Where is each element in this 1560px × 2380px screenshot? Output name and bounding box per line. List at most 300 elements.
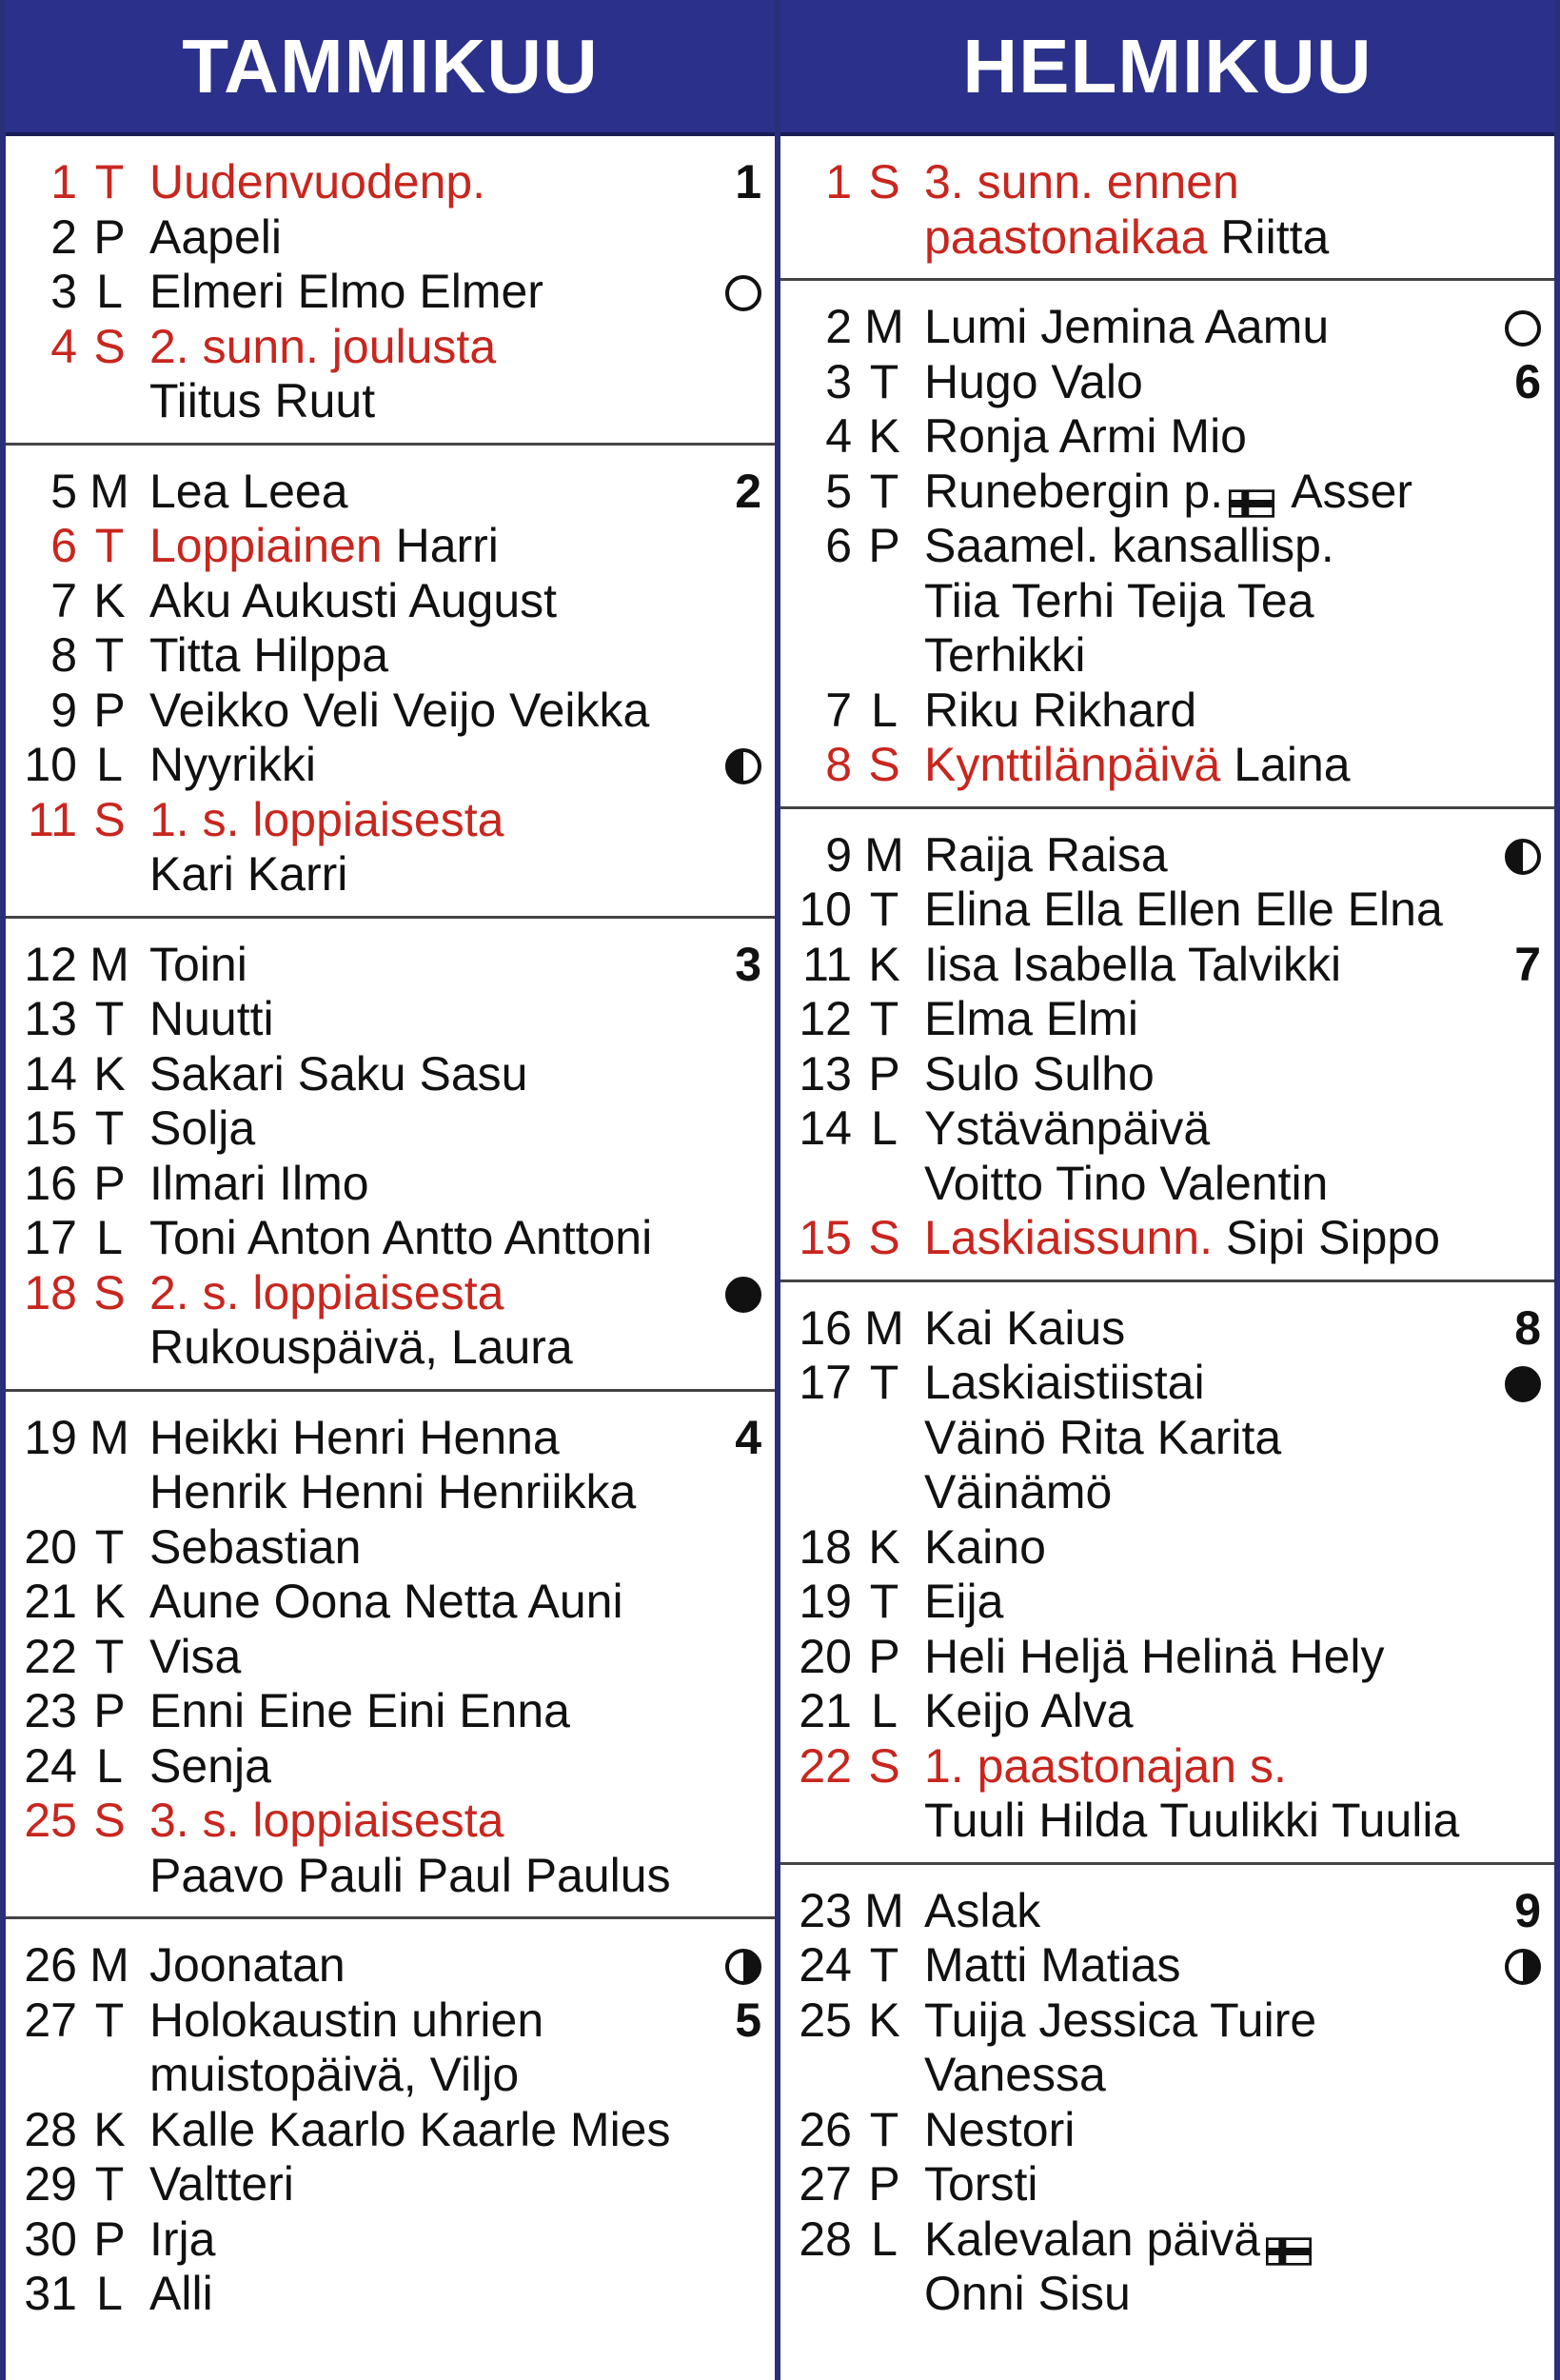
day-row [780, 2212, 1554, 2322]
name-day-names: Terhikki [924, 628, 1086, 682]
day-text: Ilmari Ilmo [149, 1156, 369, 1210]
day-text: Valtteri [149, 2157, 294, 2211]
day-text: 3. sunn. ennen [924, 155, 1239, 208]
day-number: 24 [24, 1738, 77, 1793]
day-text: 2. sunn. joulusta [149, 319, 497, 373]
day-text: Veikko Veli Veijo Veikka [149, 683, 650, 737]
day-row [6, 628, 775, 684]
day-row [780, 1575, 1554, 1630]
day-names [917, 1884, 1554, 1939]
day-names [917, 355, 1554, 410]
day-names [917, 1047, 1554, 1102]
day-row [780, 1884, 1554, 1939]
day-row [780, 883, 1554, 938]
weekday-letter: T [94, 628, 125, 682]
day-text: Kai Kaius [924, 1300, 1126, 1355]
moon-phase-icon [725, 275, 761, 311]
week-block [780, 281, 1554, 809]
name-day-names: Vanessa [924, 2048, 1106, 2101]
day-row [6, 155, 775, 210]
day-names [917, 465, 1554, 520]
name-day-names: Onni Sisu [924, 2267, 1131, 2320]
day-row [6, 1266, 775, 1376]
weekday-letter: T [94, 1519, 125, 1574]
week-number: 3 [735, 937, 761, 991]
day-text: Nestori [924, 2102, 1076, 2156]
day-names [142, 1739, 775, 1795]
month-header: TAMMIKUU [6, 0, 775, 136]
day-text: Keijo Alva [924, 1684, 1134, 1737]
weekday-letter: L [871, 2211, 898, 2266]
day-number: 3 [50, 265, 77, 318]
day-number: 26 [799, 2102, 852, 2156]
day-names [142, 2103, 775, 2158]
day-row [780, 1993, 1554, 2103]
day-number: 5 [825, 464, 852, 518]
day-number: 15 [24, 1101, 77, 1155]
week-block [6, 1919, 775, 2335]
day-row [6, 519, 775, 574]
weekday-letter: P [868, 519, 900, 572]
weekday-letter: L [96, 738, 123, 791]
week-block [6, 1392, 775, 1920]
day-names [142, 1101, 775, 1157]
finnish-flag-icon [1229, 475, 1274, 506]
weekday-letter: T [94, 2157, 125, 2211]
day-row [6, 1157, 775, 1212]
day-number: 28 [799, 2211, 852, 2266]
weekday-letter: M [864, 1883, 904, 1937]
day-names [142, 574, 775, 629]
day-text: Holokaustin uhrien [149, 1993, 544, 2047]
day-text: Heli Heljä Helinä Hely [924, 1629, 1385, 1683]
day-number: 18 [24, 1265, 77, 1319]
day-text: Ronja Armi Mio [924, 409, 1247, 463]
month-header: HELMIKUU [780, 0, 1554, 136]
day-names [917, 300, 1554, 355]
weekday-letter: T [94, 519, 125, 572]
weekday-letter: P [868, 1629, 900, 1683]
day-names [917, 155, 1554, 265]
weekday-letter: M [89, 937, 129, 991]
weekday-letter: S [868, 1738, 900, 1793]
moon-phase-icon [1505, 1366, 1541, 1402]
day-row [780, 355, 1554, 410]
day-names [142, 1157, 775, 1212]
day-row [6, 2103, 775, 2158]
day-number: 31 [24, 2267, 77, 2320]
day-names [142, 2267, 775, 2322]
day-names [142, 793, 775, 902]
day-names [917, 1575, 1554, 1630]
day-number: 22 [24, 1629, 77, 1683]
day-text: Ystävänpäivä [924, 1101, 1211, 1155]
day-text: Torsti [924, 2157, 1038, 2211]
name-day-names: Henrik Henni Henriikka [149, 1465, 637, 1518]
day-number: 1 [50, 155, 77, 208]
day-number: 13 [24, 992, 77, 1045]
day-number: 27 [799, 2157, 852, 2211]
weekday-letter: T [869, 1575, 899, 1628]
day-names [142, 2157, 775, 2212]
day-text: Kalevalan päivä [924, 2211, 1261, 2266]
day-number: 14 [799, 1101, 852, 1155]
day-text: Aune Oona Netta Auni [149, 1575, 623, 1628]
day-row [780, 1047, 1554, 1102]
day-number: 16 [24, 1156, 77, 1210]
day-names [917, 1356, 1554, 1520]
day-text: Nuutti [149, 992, 274, 1045]
weekday-letter: K [93, 1575, 126, 1628]
day-text: Elmeri Elmo Elmer [149, 265, 543, 318]
day-row [6, 1794, 775, 1903]
day-text: Sulo Sulho [924, 1046, 1155, 1101]
week-block [780, 1865, 1554, 2335]
day-names [917, 2212, 1554, 2322]
day-text: Runebergin p. [924, 464, 1224, 518]
day-number: 23 [799, 1883, 852, 1937]
day-text: Laskiaissunn. [924, 1211, 1213, 1264]
week-number: 9 [1514, 1883, 1541, 1937]
weekday-letter: M [89, 1938, 129, 1992]
day-row [6, 1739, 775, 1795]
name-day-names: Voitto Tino Valentin [924, 1156, 1329, 1210]
weekday-letter: L [96, 265, 123, 318]
weekday-letter: P [93, 683, 126, 737]
day-row [6, 1630, 775, 1685]
day-names [142, 2212, 775, 2268]
day-text: Titta Hilppa [149, 628, 389, 682]
day-row [780, 2103, 1554, 2158]
day-names [917, 1684, 1554, 1739]
day-number: 12 [24, 937, 77, 991]
day-row [780, 1739, 1554, 1849]
day-number: 6 [50, 519, 77, 572]
day-number: 8 [50, 628, 77, 682]
day-row [6, 574, 775, 629]
day-row [780, 738, 1554, 793]
day-row [780, 1684, 1554, 1739]
weekday-letter: T [94, 155, 125, 208]
day-row [780, 828, 1554, 883]
day-row [6, 1101, 775, 1157]
day-names [917, 1520, 1554, 1576]
day-names [142, 1411, 775, 1520]
week-number: 5 [735, 1993, 761, 2047]
day-text: Irja [149, 2211, 216, 2266]
weekday-letter: L [871, 1101, 898, 1155]
day-row [6, 320, 775, 429]
day-number: 4 [825, 409, 852, 463]
day-text: Kalle Kaarlo Kaarle Mies [149, 2102, 671, 2156]
weekday-letter: K [93, 1046, 126, 1101]
day-text: Aslak [924, 1883, 1041, 1937]
weekday-letter: T [869, 1938, 899, 1992]
day-number: 2 [50, 209, 77, 264]
day-number: 29 [24, 2157, 77, 2211]
name-day-names: Rukouspäivä, Laura [149, 1320, 573, 1374]
day-names [142, 1047, 775, 1102]
weekday-letter: S [93, 1794, 126, 1847]
day-text: Sebastian [149, 1519, 362, 1574]
day-number: 23 [24, 1684, 77, 1737]
moon-phase-icon [725, 1277, 761, 1313]
week-block [780, 136, 1554, 281]
weekday-letter: M [89, 464, 129, 518]
month-column-january [6, 0, 775, 2380]
day-text: 1. paastonajan s. [924, 1738, 1287, 1793]
week-block [6, 136, 775, 446]
day-text: Senja [149, 1738, 271, 1793]
day-row [780, 1520, 1554, 1576]
day-row [780, 409, 1554, 465]
day-row [780, 1630, 1554, 1685]
day-row [6, 1411, 775, 1520]
day-number: 25 [24, 1794, 77, 1847]
day-number: 17 [799, 1356, 852, 1409]
day-number: 28 [24, 2102, 77, 2156]
day-number: 20 [799, 1629, 852, 1683]
weekday-letter: L [96, 2267, 123, 2320]
day-text: Eija [924, 1575, 1004, 1628]
day-text: Lea Leea [149, 464, 348, 518]
day-row [780, 1211, 1554, 1266]
day-number: 6 [825, 519, 852, 572]
weekday-letter: K [93, 573, 126, 627]
day-names [142, 1211, 775, 1266]
weekday-letter: K [868, 937, 900, 991]
day-row [780, 1938, 1554, 1993]
day-text: Laskiaistiistai [924, 1356, 1205, 1409]
name-day-names: Väinämö [924, 1465, 1113, 1518]
weekday-letter: T [869, 464, 899, 518]
name-day-names: Kari Karri [149, 847, 348, 901]
day-number: 13 [799, 1046, 852, 1101]
day-text: Iisa Isabella Talvikki [924, 937, 1342, 991]
day-row [6, 2157, 775, 2212]
day-names [917, 828, 1554, 883]
week-block [6, 919, 775, 1392]
name-day-names: Väinö Rita Karita [924, 1410, 1282, 1464]
day-row [780, 155, 1554, 265]
day-row [6, 1211, 775, 1266]
day-names [142, 1993, 775, 2103]
weekday-letter: S [868, 738, 900, 791]
weekday-letter: K [868, 1993, 900, 2047]
day-text: 1. s. loppiaisesta [149, 792, 504, 846]
day-row [6, 738, 775, 793]
day-text: Solja [149, 1101, 256, 1155]
day-text: 3. s. loppiaisesta [149, 1794, 504, 1847]
day-names [917, 992, 1554, 1047]
day-number: 25 [799, 1993, 852, 2047]
day-text: Heikki Henri Henna [149, 1410, 560, 1464]
week-number: 6 [1514, 354, 1541, 408]
day-number: 27 [24, 1993, 77, 2047]
day-number: 1 [825, 155, 852, 208]
day-row [6, 793, 775, 902]
day-names [142, 519, 775, 574]
day-number: 8 [825, 738, 852, 791]
day-names [917, 519, 1554, 684]
day-text: Hugo Valo [924, 354, 1143, 408]
day-names [917, 2103, 1554, 2158]
weekday-letter: T [94, 1629, 125, 1683]
day-text: Kaino [924, 1519, 1046, 1574]
weekday-letter: P [868, 2157, 900, 2211]
weekday-letter: M [864, 827, 904, 882]
day-text: Enni Eine Eini Enna [149, 1684, 570, 1737]
day-number: 5 [50, 464, 77, 518]
day-text-continued: paastonaikaa [924, 209, 1208, 264]
day-number: 24 [799, 1938, 852, 1992]
day-row [6, 1575, 775, 1630]
weekday-letter: T [869, 883, 899, 936]
weekday-letter: P [93, 209, 126, 264]
day-number: 11 [802, 937, 852, 991]
weekday-letter: S [93, 1265, 126, 1319]
weekday-letter: M [89, 1410, 129, 1464]
day-names [917, 684, 1554, 739]
day-number: 19 [799, 1575, 852, 1628]
weekday-letter: P [868, 1046, 900, 1101]
weekday-letter: L [871, 1684, 898, 1737]
day-names [917, 1301, 1554, 1357]
day-number: 15 [799, 1211, 852, 1264]
day-row [780, 938, 1554, 993]
weekday-letter: P [93, 1684, 126, 1737]
day-names [142, 684, 775, 739]
day-row [6, 1993, 775, 2103]
day-text: Matti Matias [924, 1938, 1181, 1992]
day-row [780, 1301, 1554, 1357]
day-number: 16 [799, 1300, 852, 1355]
day-row [6, 2267, 775, 2322]
day-names [142, 738, 775, 793]
day-names [917, 1938, 1554, 1993]
day-text: Elina Ella Ellen Elle Elna [924, 883, 1443, 936]
week-block [780, 1282, 1554, 1865]
name-day-names: Tiitus Ruut [149, 374, 376, 427]
day-text: Riku Rikhard [924, 683, 1197, 737]
day-number: 9 [825, 827, 852, 882]
day-number: 3 [825, 354, 852, 408]
name-day-names: Tiia Terhi Teija Tea [924, 573, 1314, 627]
day-names [142, 1520, 775, 1576]
weekday-letter: K [93, 2102, 126, 2156]
day-number: 30 [24, 2211, 77, 2266]
day-names [142, 1794, 775, 1903]
weekday-letter: T [869, 992, 899, 1045]
weekday-letter: T [94, 1993, 125, 2047]
day-names [142, 155, 775, 210]
moon-phase-icon [1505, 1949, 1541, 1985]
weekday-letter: T [869, 2102, 899, 2156]
moon-phase-icon [1505, 310, 1541, 347]
day-text: Toini [149, 937, 247, 991]
day-row [6, 2212, 775, 2268]
month-column-february [780, 0, 1554, 2380]
day-names [917, 1739, 1554, 1849]
day-text: Tuija Jessica Tuire [924, 1993, 1317, 2047]
weekday-letter: T [869, 1356, 899, 1409]
week-block [780, 809, 1554, 1282]
day-names [142, 628, 775, 684]
day-names [917, 1630, 1554, 1685]
day-text: Nyyrikki [149, 738, 316, 791]
weekday-letter: K [868, 409, 900, 463]
weekday-letter: P [93, 2211, 126, 2266]
day-text: Alli [149, 2267, 213, 2320]
weekday-letter: S [93, 319, 126, 373]
week-number: 8 [1514, 1300, 1541, 1355]
day-names [142, 1938, 775, 1993]
day-names [142, 1575, 775, 1630]
day-text: Visa [149, 1629, 242, 1683]
day-row [6, 938, 775, 993]
day-names [142, 210, 775, 266]
day-row [6, 210, 775, 266]
day-row [6, 1938, 775, 1993]
weekday-letter: L [871, 683, 898, 737]
day-row [6, 465, 775, 520]
day-row [780, 300, 1554, 355]
day-number: 9 [50, 683, 77, 737]
day-number: 18 [799, 1519, 852, 1574]
day-number: 21 [24, 1575, 77, 1628]
weekday-letter: S [93, 792, 126, 846]
day-row [780, 465, 1554, 520]
day-number: 20 [24, 1519, 77, 1574]
day-names [142, 265, 775, 320]
moon-phase-icon [725, 748, 761, 784]
day-text: Saamel. kansallisp. [924, 519, 1334, 572]
moon-phase-icon [725, 1949, 761, 1985]
name-day-names: Paavo Pauli Paul Paulus [149, 1848, 671, 1902]
name-day-names: Tuuli Hilda Tuulikki Tuulia [924, 1794, 1460, 1847]
day-row [780, 1356, 1554, 1520]
day-names [917, 938, 1554, 993]
day-number: 11 [28, 792, 77, 846]
day-names [917, 738, 1554, 793]
day-row [6, 684, 775, 739]
day-text: Lumi Jemina Aamu [924, 300, 1330, 353]
day-text: Loppiainen [149, 519, 383, 572]
day-names [142, 938, 775, 993]
day-row [6, 1520, 775, 1576]
weekday-letter: T [94, 992, 125, 1045]
day-text: Joonatan [149, 1938, 346, 1992]
name-day-names: Riitta [1220, 209, 1330, 264]
day-number: 21 [799, 1684, 852, 1737]
day-row [780, 1101, 1554, 1211]
day-row [780, 684, 1554, 739]
day-names [142, 320, 775, 429]
moon-phase-icon [1505, 839, 1541, 875]
name-day-names: Laina [1234, 738, 1351, 791]
day-names [917, 1993, 1554, 2103]
day-number: 4 [50, 319, 77, 373]
day-number: 10 [24, 738, 77, 791]
day-names [917, 1101, 1554, 1211]
day-names [917, 2157, 1554, 2212]
day-names [917, 883, 1554, 938]
weekday-letter: L [96, 1738, 123, 1793]
day-number: 10 [799, 883, 852, 936]
day-row [6, 265, 775, 320]
week-number: 1 [735, 155, 761, 208]
day-text: Elma Elmi [924, 992, 1139, 1045]
